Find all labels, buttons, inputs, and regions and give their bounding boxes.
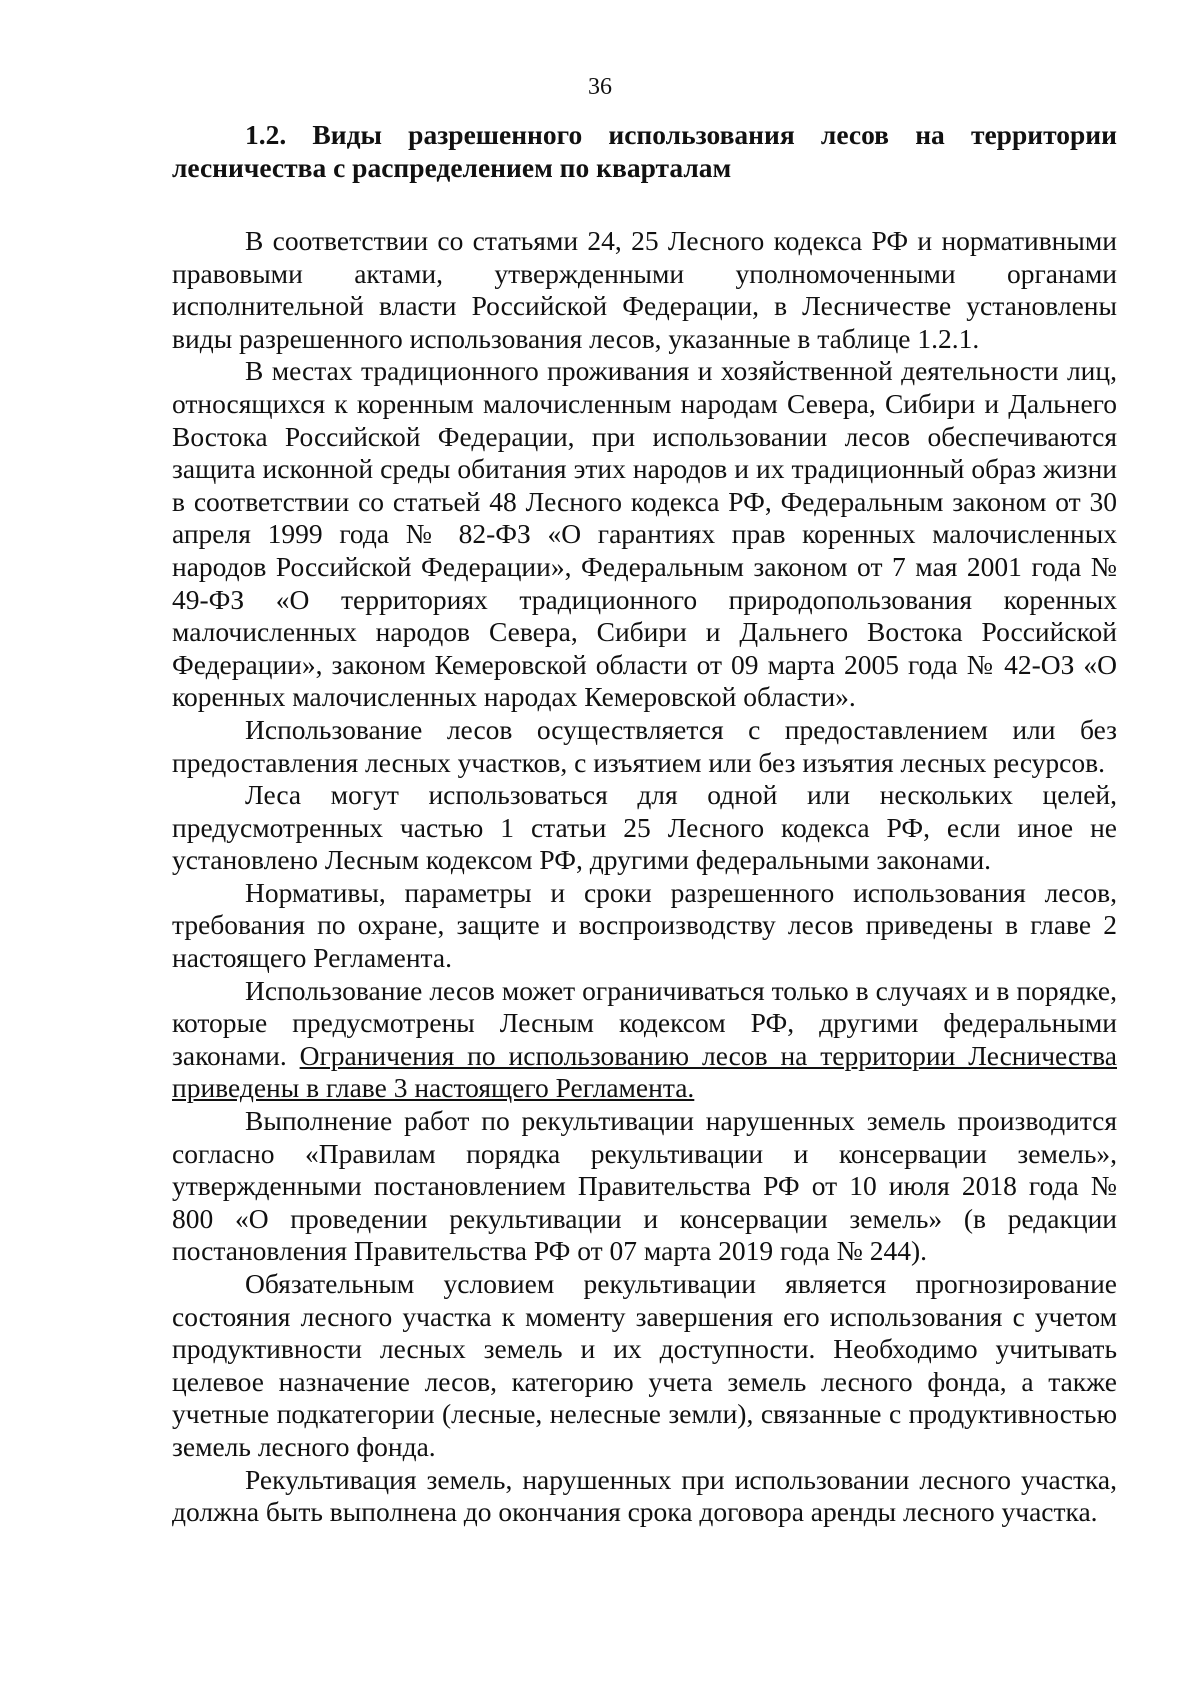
page-number: 36 bbox=[588, 74, 612, 100]
paragraph-reclamation-condition: Обязательным условием рекультивации является прогнозирование состояния лесного участка к моменту завершения его использования с учетом продуктивности лесных земель и их доступности. Необходимо учитывать целевое назначение лесов, категорию учета земель лесного фонда, а также учетные подкатегории (лесные, нелесные земли), связанные с продуктивностью земель лесного фонда. bbox=[172, 1268, 1117, 1462]
page-body bbox=[172, 118, 1117, 1529]
paragraph-indigenous-peoples: В местах традиционного проживания и хозяйственной деятельности лиц, относящихся к коренным малочисленным народам Севера, Сибири и Дальнего Востока Российской Федерации, при использовании лесов обеспечиваются защита исконной среды обитания этих народов и их традиционный образ жизни в соответствии со статьей 48 Лесного кодекса РФ, Федеральным законом от 30 апреля 1999 года № 82-ФЗ «О гарантиях прав коренных малочисленных народов Российской Федерации», Федеральным законом от 7 мая 2001 года № 49-ФЗ «О территориях традиционного природопользования коренных малочисленных народов Севера, Сибири и Дальнего Востока Российской Федерации», законом Кемеровской области от 09 марта 2005 года № 42-ОЗ «О коренных малочисленных народах Кемеровской области». bbox=[172, 355, 1117, 713]
paragraph-forest-use-provision: Использование лесов осуществляется с предоставлением или без предоставления лесных участков, с изъятием или без изъятия лесных ресурсов. bbox=[172, 713, 1117, 778]
restrictions-reference-underlined: Ограничения по использованию лесов на территории Лесничества приведены в главе 3 настоящего Регламента. bbox=[172, 1039, 1117, 1104]
paragraph-restrictions bbox=[172, 975, 1117, 1105]
paragraph-reclamation-deadline: Рекультивация земель, нарушенных при использовании лесного участка, должна быть выполнена до окончания срока договора аренды лесного участка. bbox=[172, 1463, 1117, 1528]
paragraph-reclamation-rules: Выполнение работ по рекультивации нарушенных земель производится согласно «Правилам порядка рекультивации и консервации земель», утвержденными постановлением Правительства РФ от 10 июля 2018 года № 800 «О проведении рекультивации и консервации земель» (в редакции постановления Правительства РФ от 07 марта 2019 года № 244). bbox=[172, 1105, 1117, 1267]
paragraph-norms-reference: Нормативы, параметры и сроки разрешенного использования лесов, требования по охране, защите и воспроизводству лесов приведены в главе 2 настоящего Регламента. bbox=[172, 876, 1117, 974]
restrictions-text: Использование лесов может ограничиваться только в случаях и в порядке, которые предусмотрены Лесным кодексом РФ, другими федеральными законами. bbox=[172, 974, 1117, 1071]
paragraph-legal-basis: В соответствии со статьями 24, 25 Лесного кодекса РФ и нормативными правовыми актами, утвержденными уполномоченными органами исполнительной власти Российской Федерации, в Лесничестве установлены виды разрешенного использования лесов, указанные в таблице 1.2.1. bbox=[172, 225, 1117, 354]
section-heading: 1.2. Виды разрешенного использования лесов на территории лесничества с распределением по кварталам bbox=[172, 119, 1117, 183]
paragraph-forest-use-purposes: Леса могут использоваться для одной или нескольких целей, предусмотренных частью 1 статьи 25 Лесного кодекса РФ, если иное не установлено Лесным кодексом РФ, другими федеральными законами. bbox=[172, 779, 1117, 876]
